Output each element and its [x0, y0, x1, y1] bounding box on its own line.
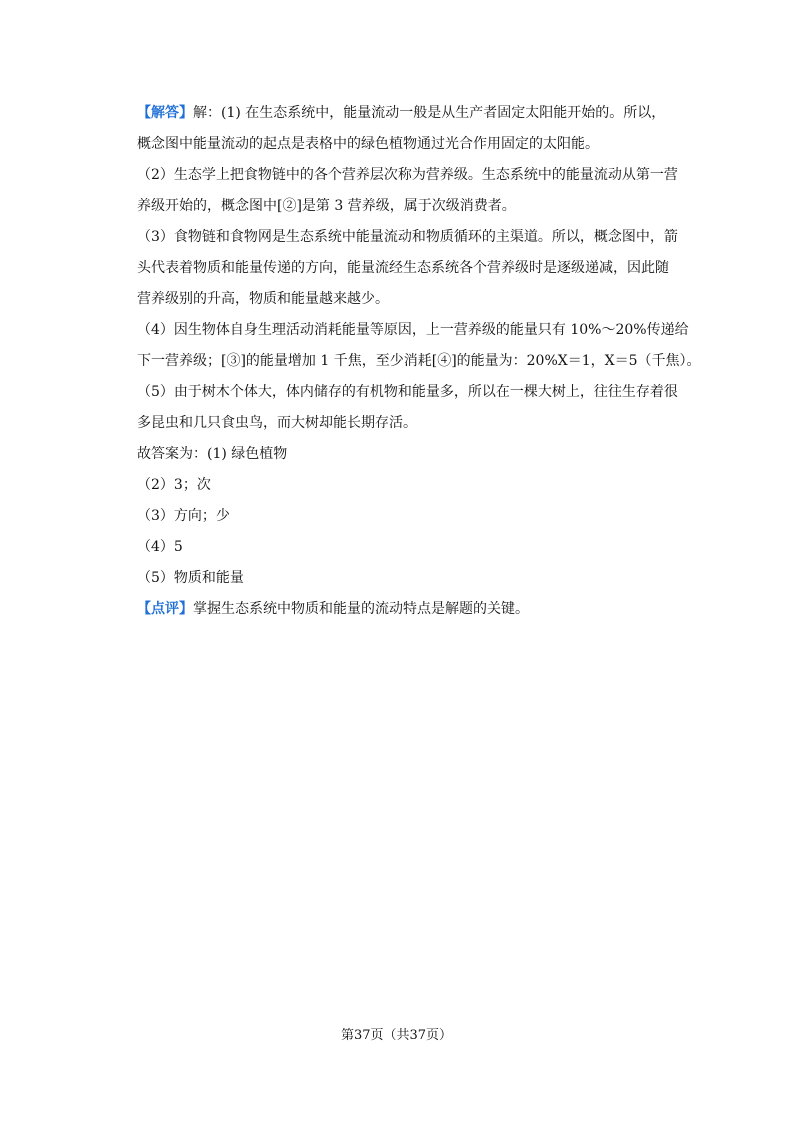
comment-text: 掌握生态系统中物质和能量的流动特点是解题的关键。 [193, 601, 529, 617]
answer-line-5: （3）食物链和食物网是生态系统中能量流动和物质循环的主渠道。所以，概念图中，箭 [137, 229, 678, 245]
final-answer-line-1: 故答案为：(1) 绿色植物 [137, 446, 288, 462]
comment-line [137, 594, 677, 625]
final-answer-line-4: （4）5 [137, 539, 183, 555]
final-answer-line-5: （5）物质和能量 [137, 570, 244, 586]
document-body [137, 98, 701, 625]
answer-text: 解：(1) 在生态系统中，能量流动一般是从生产者固定太阳能开始的。所以， [193, 105, 666, 121]
final-answer-line-3: （3）方向；少 [137, 508, 230, 524]
answer-line-3: （2）生态学上把食物链中的各个营养层次称为营养级。生态系统中的能量流动从第一营 [137, 167, 678, 183]
answer-line-6: 头代表着物质和能量传递的方向，能量流经生态系统各个营养级时是逐级递减，因此随 [137, 260, 669, 276]
answer-tag: 【解答】 [137, 105, 193, 121]
answer-line-1 [137, 98, 677, 129]
page-footer: 第37页（共37页） [340, 1028, 453, 1043]
answer-line-7: 营养级别的升高，物质和能量越来越少。 [137, 291, 389, 307]
answer-line-8: （4）因生物体自身生理活动消耗能量等原因，上一营养级的能量只有 10%～20%传递给 [137, 322, 689, 338]
comment-tag: 【点评】 [137, 601, 193, 617]
answer-line-4: 养级开始的，概念图中[②]是第 3 营养级，属于次级消费者。 [137, 198, 516, 214]
answer-line-10: （5）由于树木个体大，体内储存的有机物和能量多，所以在一棵大树上，往往生存着很 [137, 384, 678, 400]
answer-line-2: 概念图中能量流动的起点是表格中的绿色植物通过光合作用固定的太阳能。 [137, 136, 599, 152]
answer-line-11: 多昆虫和几只食虫鸟，而大树却能长期存活。 [137, 415, 417, 431]
final-answer-line-2: （2）3；次 [137, 477, 211, 493]
answer-line-9: 下一营养级；[③]的能量增加 1 千焦，至少消耗[④]的能量为：20%X＝1，X＝5（千焦）。 [137, 353, 701, 369]
